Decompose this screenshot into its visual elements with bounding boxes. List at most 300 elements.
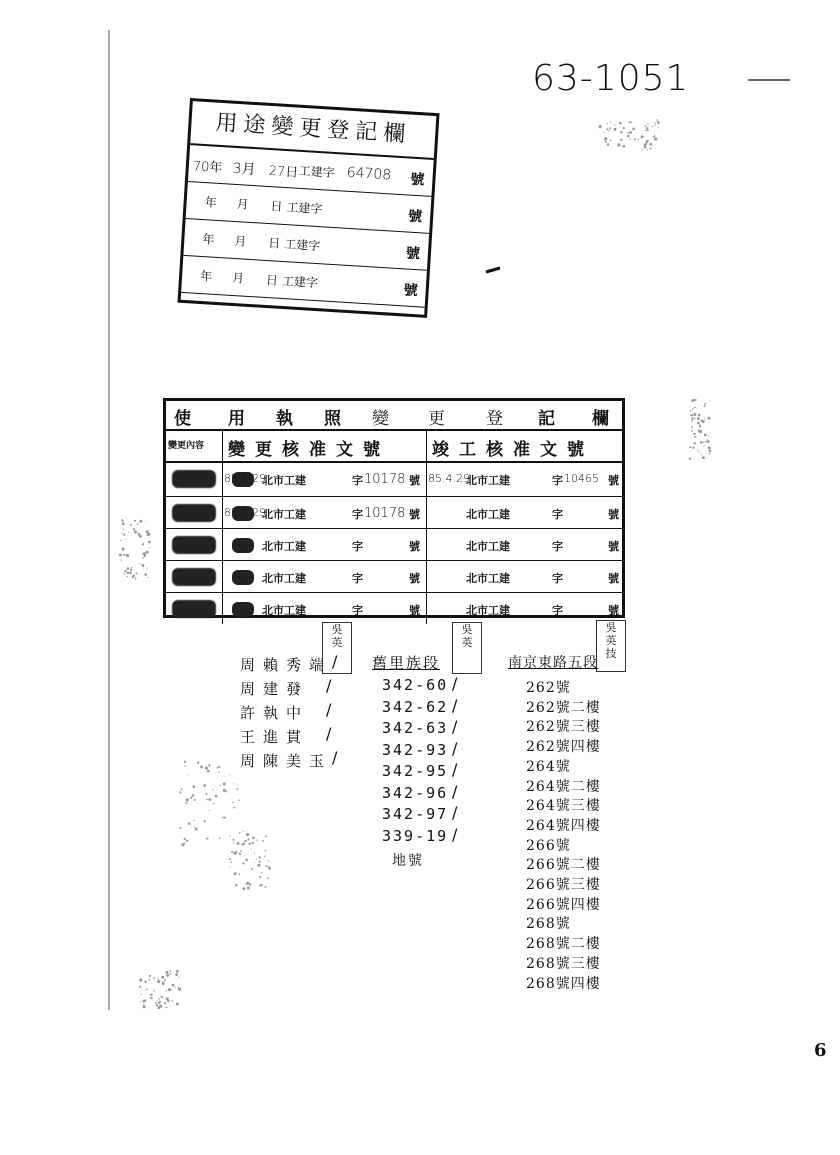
noise-dot <box>268 860 269 861</box>
noise-dot <box>699 451 700 452</box>
address-item: 266號二樓 <box>526 857 601 874</box>
noise-dot <box>629 121 631 123</box>
header-change-number: 變更核准文號 <box>228 440 390 460</box>
noise-dot <box>240 850 242 852</box>
completion-hao: 號 <box>608 474 619 487</box>
owner-name: 王進貫 <box>240 728 310 746</box>
completion-office: 北市工建 <box>466 604 510 617</box>
noise-dot <box>233 807 235 809</box>
noise-dot <box>216 767 218 769</box>
noise-dot <box>265 835 267 837</box>
noise-dot <box>606 128 608 130</box>
noise-dot <box>205 793 207 795</box>
noise-dot <box>709 450 712 453</box>
noise-dot <box>135 572 137 574</box>
row-suffix: 號 <box>407 208 423 226</box>
noise-dot <box>122 520 123 521</box>
noise-dot <box>599 125 602 128</box>
noise-dot <box>203 784 206 787</box>
row-num: 64708 <box>346 164 392 184</box>
check-mark: / <box>452 695 458 715</box>
seal-char: 吳 <box>605 621 617 634</box>
noise-dot <box>645 143 648 146</box>
change-number: 10178 <box>364 472 406 487</box>
noise-dot <box>186 840 188 842</box>
noise-dot <box>251 848 252 849</box>
noise-dot <box>206 799 208 801</box>
noise-dot <box>236 788 238 790</box>
noise-dot <box>122 522 125 525</box>
row-day: 27日 <box>268 163 299 181</box>
row-word: 工建字 <box>281 273 319 291</box>
completion-zi: 字 <box>552 604 563 617</box>
land-lot: 342-93 <box>382 740 449 759</box>
title-char: 欄 <box>592 409 609 429</box>
noise-dot <box>125 538 126 539</box>
completion-office: 北市工建 <box>466 572 510 585</box>
noise-dot <box>694 436 696 438</box>
noise-dot <box>691 430 693 432</box>
noise-dot <box>608 130 610 132</box>
noise-dot <box>208 798 211 801</box>
noise-dot <box>139 520 142 523</box>
land-lot: 342-63 <box>382 719 449 737</box>
noise-dot <box>234 851 237 854</box>
title-char: 變 <box>372 409 389 429</box>
title-char: 登 <box>486 409 503 429</box>
noise-dot <box>644 146 647 149</box>
noise-dot <box>123 554 125 556</box>
noise-dot <box>689 446 691 448</box>
noise-dot <box>638 139 639 140</box>
row-day: 日 <box>267 236 281 251</box>
land-lot: 339-19 <box>382 826 449 845</box>
noise-dot <box>139 979 142 982</box>
noise-dot <box>256 839 257 840</box>
noise-dot <box>252 842 254 844</box>
noise-dot <box>249 883 251 885</box>
noise-dot <box>694 406 696 408</box>
noise-dot <box>645 130 647 132</box>
noise-dot <box>257 864 260 867</box>
check-mark: / <box>326 700 332 719</box>
noise-dot <box>704 434 707 437</box>
noise-dot <box>707 440 710 443</box>
noise-dot <box>166 974 169 977</box>
noise-dot <box>134 531 137 534</box>
noise-dot <box>162 982 165 985</box>
completion-zi: 字 <box>552 572 563 585</box>
noise-dot <box>691 414 693 416</box>
noise-dot <box>619 122 622 125</box>
noise-dot <box>155 1002 157 1004</box>
noise-dot <box>134 520 135 521</box>
noise-dot <box>200 765 203 768</box>
noise-dot <box>620 139 622 141</box>
noise-dot <box>197 761 199 763</box>
noise-dot <box>186 798 189 801</box>
noise-dot <box>188 822 191 825</box>
noise-dot <box>697 450 698 451</box>
noise-dot <box>123 573 125 575</box>
completion-number: 10465 <box>564 472 599 485</box>
noise-dot <box>225 791 227 793</box>
noise-dot <box>692 447 694 449</box>
noise-dot <box>627 135 629 137</box>
noise-dot <box>691 429 692 430</box>
noise-dot <box>184 843 186 845</box>
noise-dot <box>628 121 629 122</box>
noise-dot <box>259 884 261 886</box>
noise-dot <box>692 408 694 410</box>
noise-dot <box>241 843 243 845</box>
seal-char: 技 <box>605 647 617 660</box>
noise-dot <box>242 862 244 864</box>
noise-dot <box>224 817 226 819</box>
noise-dot <box>248 843 250 845</box>
noise-dot <box>247 887 250 890</box>
noise-dot <box>153 990 154 991</box>
owner-name: 許執中 <box>240 704 310 722</box>
noise-dot <box>233 783 234 784</box>
noise-dot <box>700 441 703 444</box>
noise-dot <box>223 782 226 785</box>
noise-dot <box>259 856 261 858</box>
noise-dot <box>157 980 160 983</box>
noise-dot <box>139 986 141 988</box>
check-mark: / <box>332 748 338 767</box>
row-suffix: 號 <box>405 245 421 263</box>
row-suffix: 號 <box>403 282 419 300</box>
noise-dot <box>237 842 240 845</box>
address-item: 266號 <box>526 837 571 854</box>
noise-dot <box>693 413 696 416</box>
noise-dot <box>620 131 622 133</box>
noise-dot <box>127 567 130 570</box>
check-mark: / <box>452 717 458 736</box>
owner-name: 周建發 <box>240 680 310 698</box>
noise-dot <box>229 775 230 776</box>
noise-dot <box>121 533 122 534</box>
completion-hao: 號 <box>608 540 619 553</box>
noise-dot <box>614 124 615 125</box>
noise-dot <box>268 866 270 868</box>
noise-dot <box>168 988 171 991</box>
noise-dot <box>265 865 267 867</box>
noise-dot <box>646 127 648 129</box>
change-zi: 字 <box>352 540 363 553</box>
noise-dot <box>655 124 656 125</box>
noise-dot <box>180 827 182 829</box>
noise-dot <box>158 978 159 979</box>
noise-dot <box>623 127 625 129</box>
noise-dot <box>169 970 171 972</box>
noise-dot <box>229 835 230 836</box>
noise-dot <box>230 867 231 868</box>
noise-dot <box>703 442 704 443</box>
completion-hao: 號 <box>608 572 619 585</box>
page-number: 6 <box>814 1040 827 1061</box>
noise-dot <box>145 521 146 522</box>
noise-dot <box>604 138 607 141</box>
noise-dot <box>246 833 249 836</box>
noise-dot <box>150 994 151 995</box>
noise-dot <box>194 799 196 801</box>
noise-dot <box>127 576 128 577</box>
noise-dot <box>652 126 653 127</box>
noise-dot <box>158 1002 160 1004</box>
noise-dot <box>220 785 221 786</box>
noise-dot <box>130 569 132 571</box>
noise-dot <box>172 984 175 987</box>
address-item: 268號四樓 <box>526 975 601 992</box>
completion-office: 北市工建 <box>466 540 510 553</box>
noise-dot <box>144 573 147 576</box>
noise-dot <box>142 543 144 545</box>
noise-dot <box>262 840 264 842</box>
noise-dot <box>138 533 141 536</box>
noise-dot <box>166 1006 167 1007</box>
noise-dot <box>164 979 166 981</box>
check-mark: / <box>452 738 458 758</box>
noise-dot <box>259 876 261 878</box>
title-char: 使 <box>174 409 191 429</box>
address-item: 262號四樓 <box>526 739 601 756</box>
row-day: 日 <box>265 272 279 288</box>
noise-dot <box>239 832 241 834</box>
noise-dot <box>144 981 146 983</box>
land-lot: 342-97 <box>382 805 449 823</box>
noise-dot <box>698 430 701 433</box>
noise-dot <box>269 869 270 870</box>
noise-dot <box>259 861 261 863</box>
noise-dot <box>251 868 253 870</box>
noise-dot <box>140 994 141 995</box>
noise-dot <box>610 139 612 141</box>
noise-dot <box>617 143 620 146</box>
noise-dot <box>654 138 657 141</box>
noise-dot <box>235 884 237 886</box>
noise-dot <box>125 570 127 572</box>
noise-dot <box>265 850 267 852</box>
seal-char: 吳 <box>461 623 473 636</box>
noise-dot <box>156 1004 158 1006</box>
title-char: 記 <box>538 409 555 429</box>
noise-dot <box>238 874 240 876</box>
noise-dot <box>256 859 257 860</box>
noise-dot <box>607 143 609 145</box>
noise-dot <box>166 997 169 1000</box>
noise-dot <box>704 419 705 420</box>
noise-dot <box>153 977 155 979</box>
change-zi: 字 <box>352 508 363 521</box>
owner-name: 周陳美玉 <box>240 752 333 770</box>
noise-dot <box>192 794 195 797</box>
noise-dot <box>709 453 711 455</box>
noise-dot <box>161 996 163 998</box>
noise-dot <box>698 414 701 417</box>
noise-dot <box>162 981 163 982</box>
noise-dot <box>261 872 263 874</box>
noise-dot <box>708 435 709 436</box>
noise-dot <box>184 765 185 766</box>
completion-office: 北市工建 <box>466 508 510 521</box>
completion-zi: 字 <box>552 540 563 553</box>
noise-dot <box>131 567 133 569</box>
check-mark: / <box>332 652 338 671</box>
noise-dot <box>697 422 700 425</box>
noise-dot <box>147 577 148 578</box>
noise-dot <box>209 810 210 811</box>
check-mark: / <box>452 760 458 779</box>
completion-hao: 號 <box>608 604 619 617</box>
title-char: 更 <box>428 409 445 429</box>
noise-dot <box>254 852 255 853</box>
change-office: 北市工建 <box>262 508 306 521</box>
noise-dot <box>247 838 249 840</box>
title-char: 執 <box>276 409 293 429</box>
row-month: 3月 <box>232 160 257 179</box>
noise-dot <box>264 856 265 857</box>
noise-dot <box>634 138 636 140</box>
noise-dot <box>238 799 240 801</box>
noise-dot <box>656 119 658 121</box>
noise-dot <box>647 149 648 150</box>
noise-dot <box>238 853 239 854</box>
noise-dot <box>151 997 153 999</box>
noise-dot <box>144 554 147 557</box>
noise-dot <box>146 551 149 554</box>
noise-dot <box>647 123 648 124</box>
noise-dot <box>120 540 121 541</box>
noise-dot <box>232 839 234 841</box>
address-item: 268號三樓 <box>526 955 601 972</box>
noise-dot <box>147 567 148 568</box>
noise-dot <box>610 121 611 122</box>
noise-dot <box>609 127 611 129</box>
noise-dot <box>252 837 255 840</box>
row-suffix: 號 <box>409 171 425 189</box>
title-char: 照 <box>324 409 341 429</box>
noise-dot <box>132 576 134 578</box>
noise-dot <box>218 766 220 768</box>
noise-dot <box>186 802 188 804</box>
noise-dot <box>166 990 167 991</box>
noise-dot <box>193 820 194 821</box>
noise-dot <box>126 554 129 557</box>
noise-dot <box>703 445 704 446</box>
change-zi: 字 <box>352 572 363 585</box>
noise-dot <box>148 979 150 981</box>
change-zi: 字 <box>352 474 363 487</box>
noise-dot <box>195 828 198 831</box>
noise-dot <box>139 563 140 564</box>
noise-dot <box>159 1005 162 1008</box>
noise-dot <box>689 458 691 460</box>
row-year: 年 <box>201 232 215 247</box>
noise-dot <box>699 425 701 427</box>
noise-dot <box>243 831 244 832</box>
noise-dot <box>694 442 696 444</box>
land-header: 舊里族段 <box>372 654 441 672</box>
completion-office: 北市工建 <box>466 474 510 487</box>
noise-dot <box>205 766 208 769</box>
noise-dot <box>708 417 711 420</box>
noise-dot <box>159 981 160 982</box>
noise-dot <box>206 837 208 839</box>
noise-dot <box>143 566 144 567</box>
noise-dot <box>695 399 697 401</box>
noise-dot <box>691 399 694 402</box>
seal-char: 英 <box>331 636 343 649</box>
noise-dot <box>645 125 647 127</box>
address-item: 264號二樓 <box>526 778 601 795</box>
title-char: 用 <box>228 409 245 429</box>
noise-dot <box>701 454 702 455</box>
row-month: 月 <box>236 197 250 212</box>
noise-dot <box>150 997 151 998</box>
check-mark: / <box>452 824 458 844</box>
noise-dot <box>641 137 642 138</box>
address-item: 262號二樓 <box>526 699 601 716</box>
noise-dot <box>194 826 195 827</box>
noise-dot <box>646 140 649 143</box>
change-zi: 字 <box>352 604 363 617</box>
address-header: 南京東路五段 <box>508 655 598 671</box>
land-lot: 342-62 <box>382 697 449 716</box>
document-number: 63-1051 <box>532 58 690 99</box>
noise-dot <box>219 838 221 840</box>
noise-dot <box>692 418 694 420</box>
noise-dot <box>254 862 255 863</box>
noise-dot <box>130 524 132 526</box>
noise-dot <box>622 145 625 148</box>
noise-dot <box>158 998 160 1000</box>
completion-date: 85.4.29 <box>428 472 470 485</box>
change-hao: 號 <box>409 604 420 617</box>
header-content: 變更內容 <box>168 441 205 451</box>
address-item: 264號 <box>526 758 571 775</box>
noise-dot <box>603 132 604 133</box>
noise-dot <box>697 417 700 420</box>
completion-zi: 字 <box>552 508 563 521</box>
noise-dot <box>175 973 178 976</box>
check-mark: / <box>326 676 332 695</box>
noise-dot <box>184 838 186 840</box>
noise-dot <box>242 887 245 890</box>
noise-dot <box>146 989 148 991</box>
change-office: 北市工建 <box>262 604 306 617</box>
noise-dot <box>190 797 192 799</box>
noise-dot <box>229 858 231 860</box>
completion-zi: 字 <box>552 474 563 487</box>
noise-dot <box>123 529 124 530</box>
check-mark: / <box>452 803 458 822</box>
noise-dot <box>119 554 122 557</box>
noise-dot <box>172 1000 174 1002</box>
address-item: 262號 <box>526 680 571 696</box>
noise-dot <box>234 872 237 875</box>
noise-dot <box>140 1001 141 1002</box>
noise-dot <box>142 564 143 565</box>
noise-dot <box>607 123 608 124</box>
noise-dot <box>145 999 147 1001</box>
row-year: 70年 <box>192 159 223 177</box>
noise-dot <box>704 403 706 405</box>
noise-dot <box>165 1007 166 1008</box>
address-item: 268號 <box>526 916 571 933</box>
change-number: 10178 <box>364 506 406 521</box>
